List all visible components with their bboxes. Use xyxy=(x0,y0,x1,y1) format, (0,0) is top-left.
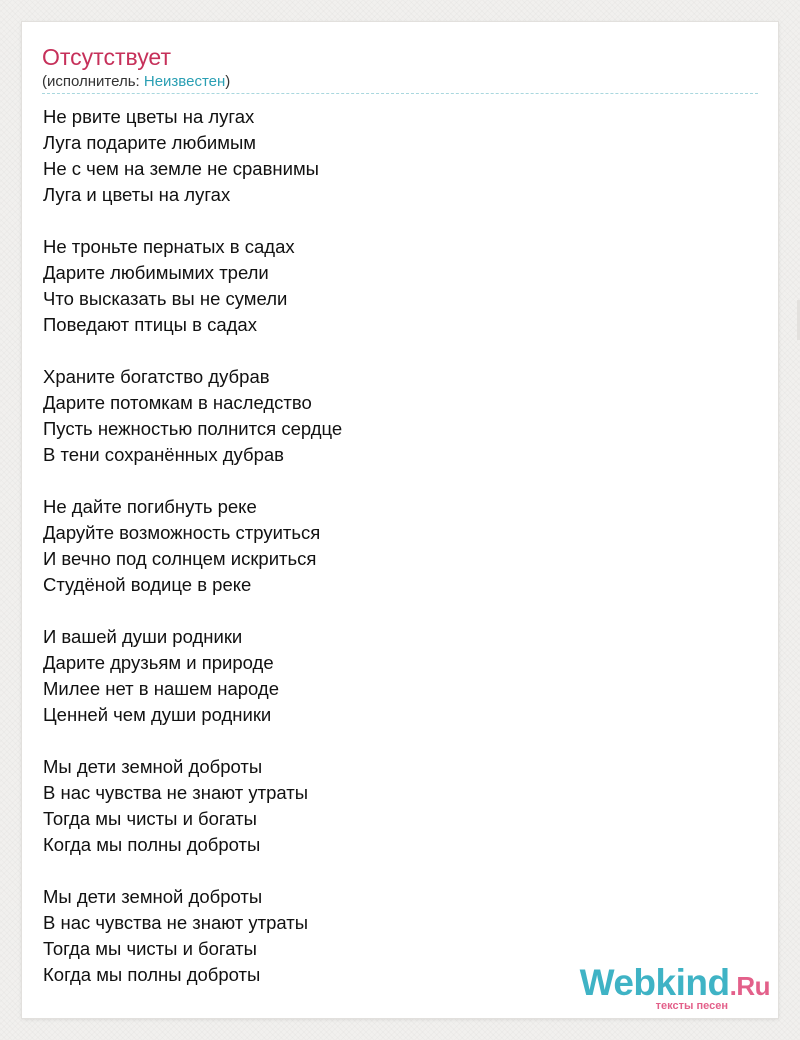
lyrics-stanza xyxy=(43,104,743,208)
lyrics-line: Что высказать вы не сумели xyxy=(43,288,288,309)
site-logo[interactable] xyxy=(579,962,770,1012)
lyrics-stanza xyxy=(43,494,743,598)
song-title: Отсутствует xyxy=(42,44,171,70)
lyrics-line: Луга и цветы на лугах xyxy=(43,184,231,205)
lyrics-line: Дарите любимымих трели xyxy=(43,262,269,283)
lyrics-line: Не троньте пернатых в садах xyxy=(43,236,295,257)
lyrics-stanza xyxy=(43,364,743,468)
artist-prefix: (исполнитель: xyxy=(42,73,144,90)
lyrics-line: Мы дети земной доброты xyxy=(43,756,263,777)
logo-dot: . xyxy=(729,971,737,1001)
logo-word: Webkind xyxy=(579,962,730,1003)
lyrics-card xyxy=(22,22,778,1018)
lyrics-stanza xyxy=(43,234,743,338)
lyrics-text xyxy=(43,104,743,1014)
lyrics-line: В нас чувства не знают утраты xyxy=(43,912,309,933)
lyrics-line: Не рвите цветы на лугах xyxy=(43,106,255,127)
logo-tld: Ru xyxy=(736,971,770,1001)
lyrics-line: Поведают птицы в садах xyxy=(43,314,257,335)
lyrics-line: Луга подарите любимым xyxy=(43,132,257,153)
lyrics-line: В тени сохранённых дубрав xyxy=(43,444,284,465)
lyrics-stanza xyxy=(43,624,743,728)
artist-suffix: ) xyxy=(225,73,231,90)
title-divider xyxy=(42,93,758,94)
logo-tagline: тексты песен xyxy=(655,1000,728,1012)
lyrics-line: И вашей души родники xyxy=(43,626,243,647)
artist-line xyxy=(42,72,230,92)
lyrics-line: Когда мы полны доброты xyxy=(43,964,261,985)
lyrics-line: Милее нет в нашем народе xyxy=(43,678,279,699)
lyrics-line: Когда мы полны доброты xyxy=(43,834,261,855)
lyrics-line: Тогда мы чисты и богаты xyxy=(43,808,257,829)
lyrics-line: Дарите друзьям и природе xyxy=(43,652,274,673)
logo-wordmark xyxy=(579,962,770,1004)
lyrics-line: В нас чувства не знают утраты xyxy=(43,782,309,803)
lyrics-line: Тогда мы чисты и богаты xyxy=(43,938,257,959)
lyrics-line: Даруйте возможность струиться xyxy=(43,522,321,543)
lyrics-line: Мы дети земной доброты xyxy=(43,886,263,907)
lyrics-line: Студёной водице в реке xyxy=(43,574,252,595)
lyrics-line: Ценней чем души родники xyxy=(43,704,272,725)
lyrics-line: Не дайте погибнуть реке xyxy=(43,496,257,517)
lyrics-stanza xyxy=(43,754,743,858)
lyrics-line: И вечно под солнцем искриться xyxy=(43,548,317,569)
lyrics-line: Храните богатство дубрав xyxy=(43,366,270,387)
lyrics-line: Не с чем на земле не сравнимы xyxy=(43,158,319,179)
lyrics-line: Дарите потомкам в наследство xyxy=(43,392,312,413)
artist-link[interactable]: Неизвестен xyxy=(143,73,226,90)
lyrics-line: Пусть нежностью полнится сердце xyxy=(43,418,343,439)
